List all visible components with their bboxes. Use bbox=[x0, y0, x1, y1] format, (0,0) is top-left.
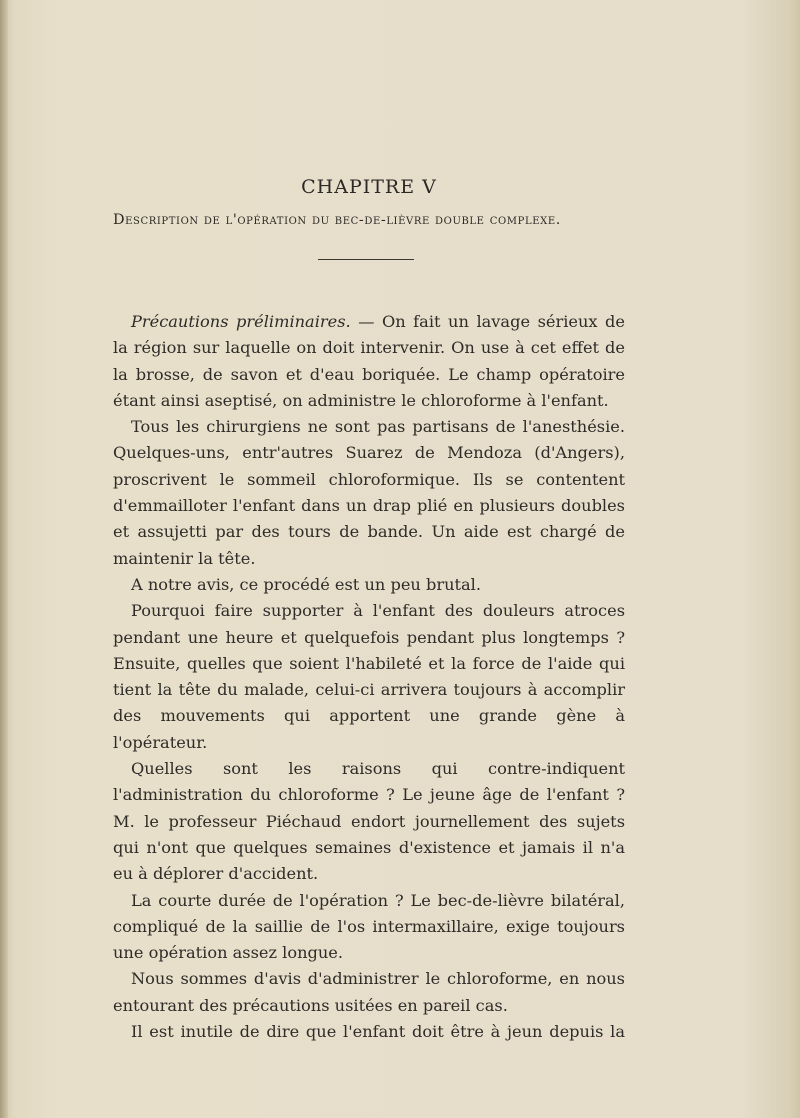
paragraph-text: — On fait un lavage sérieux de la région sur laquelle on doit intervenir. On use à cet effet de la brosse, de savon et d'eau boriquée. Le champ opératoire étant ainsi aseptisé, on administre le chloroforme à l'enfant. bbox=[113, 312, 625, 410]
paragraph: Tous les chirurgiens ne sont pas partisans de l'anesthésie. Quelques-uns, entr'autres Suarez de Mendoza (d'Angers), proscrivent le sommeil chloroformique. Ils se contentent d'emmailloter l'enfant dans un drap plié en plusieurs doubles et assujetti par des tours de bande. Un aide est chargé de maintenir la tête. bbox=[113, 417, 625, 568]
paragraph: Quelles sont les raisons qui contre-indiquent l'administration du chloroforme ? Le jeune âge de l'enfant ? M. le professeur Piéchaud endort journellement des sujets qui n'ont que quelques semaines d'existence et jamais il n'a eu à déplorer d'accident. bbox=[113, 759, 625, 884]
title-divider bbox=[318, 259, 414, 260]
chapter-title: CHAPITRE V bbox=[301, 176, 437, 198]
paragraph: La courte durée de l'opération ? Le bec-de-lièvre bilatéral, compliqué de la saillie de l'os intermaxillaire, exige toujours une opération assez longue. bbox=[113, 890, 625, 963]
paragraph: Pourquoi faire supporter à l'enfant des douleurs atroces pendant une heure et quelquefois pendant plus longtemps ? Ensuite, quelles que soient l'habileté et la force de l'aide qui tient la tête du malade, celui-ci arrivera toujours à accomplir des mouvements qui apportent une grande gène à l'opérateur. bbox=[113, 601, 625, 752]
paragraph bbox=[113, 309, 625, 414]
body-text bbox=[113, 309, 625, 1045]
paragraph: Nous sommes d'avis d'administrer le chloroforme, en nous entourant des précautions usitées en pareil cas. bbox=[113, 969, 625, 1015]
paragraph-lead: Précautions préliminaires. bbox=[131, 312, 351, 331]
chapter-subtitle: Description de l'opération du bec-de-lièvre double complexe. bbox=[113, 212, 561, 228]
page-binding-edge bbox=[0, 0, 8, 1118]
paragraph: Il est inutile de dire que l'enfant doit être à jeun depuis la bbox=[131, 1022, 625, 1042]
paragraph: A notre avis, ce procédé est un peu brutal. bbox=[131, 574, 481, 594]
